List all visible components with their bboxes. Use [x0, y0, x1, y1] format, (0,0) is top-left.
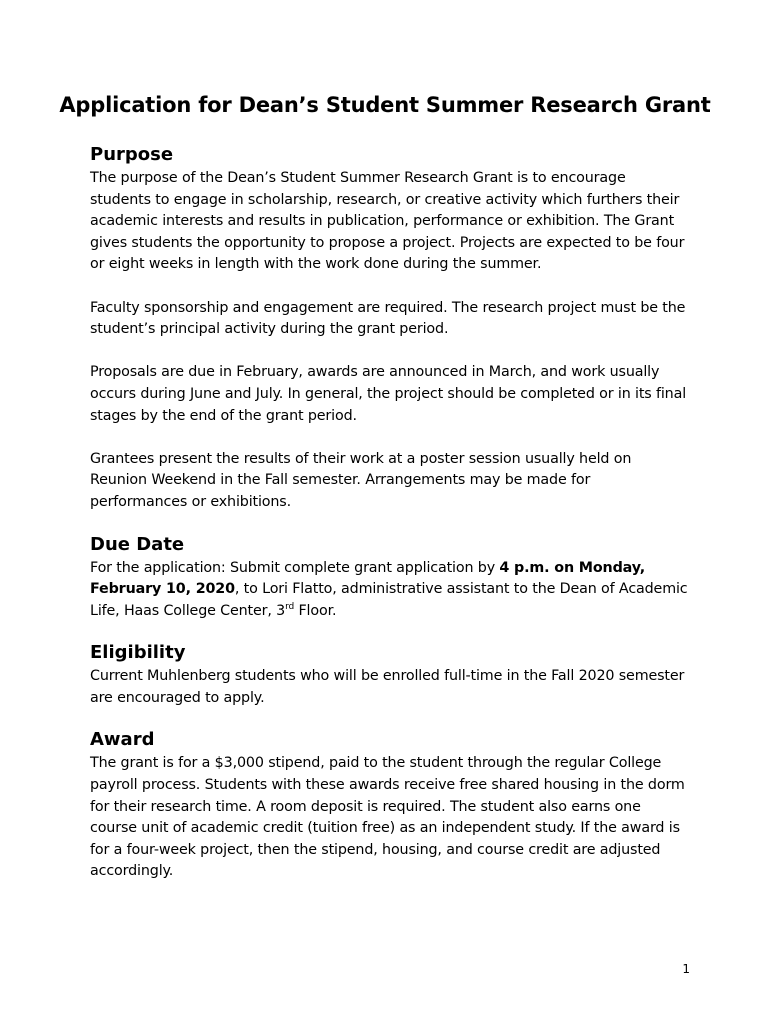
award-text: The grant is for a $3,000 stipend, paid to the student through the regular College payroll process. Students with these awards receive free shared housing in the dorm for their research time. A room deposit is required. The student also earns one course unit of academic credit (tuition free) as an independent study. If the award is for a four-week project, then the stipend, housing, and course credit are adjusted accordingly.: [90, 755, 685, 880]
purpose-heading: Purpose: [90, 144, 174, 165]
award-section: [90, 727, 690, 883]
award-heading: Award: [90, 729, 155, 751]
purpose-paragraph-2: Faculty sponsorship and engagement are required. The research project must be the student’s principal activity during the grant period.: [90, 299, 686, 338]
eligibility-heading: Eligibility: [90, 642, 186, 664]
due-date-section: [90, 532, 690, 623]
document-body: [90, 142, 690, 883]
purpose-paragraph-1: The purpose of the Dean’s Student Summer Research Grant is to encourage students to engage in scholarship, research, or creative activity which furthers their academic interests and results in publication, performance or exhibition. The Grant gives students the opportunity to propose a project. Projects are expected to be four or eight weeks in length with the work done during the summer.: [90, 170, 685, 273]
eligibility-section: [90, 640, 690, 709]
due-date-deadline: 4 p.m. on Monday, February 10, 2020: [90, 559, 646, 598]
purpose-paragraph-4: Grantees present the results of their work at a poster session usually held on Reunion Weekend in the Fall semester. Arrangements may be made for performances or exhibitions.: [90, 450, 632, 510]
purpose-section: [90, 142, 690, 514]
document-title: Application for Dean’s Student Summer Research Grant: [59, 93, 711, 117]
page-number: 1: [682, 962, 690, 976]
eligibility-text: Current Muhlenberg students who will be enrolled full-time in the Fall 2020 semester are encouraged to apply.: [90, 668, 685, 706]
due-date-heading: Due Date: [90, 533, 185, 555]
due-date-text-before: For the application: Submit complete grant application by: [90, 559, 500, 576]
purpose-paragraph-3: Proposals are due in February, awards are announced in March, and work usually occurs during June and July. In general, the project should be completed or in its final stages by the end of the grant period.: [90, 364, 687, 424]
due-date-floor-superscript: rd: [285, 601, 295, 612]
due-date-text: [90, 558, 690, 623]
due-date-text-middle: , to Lori Flatto, administrative assistant to the Dean of Academic Life, Haas College Center, 3: [90, 581, 688, 619]
due-date-text-after: Floor.: [294, 602, 337, 619]
